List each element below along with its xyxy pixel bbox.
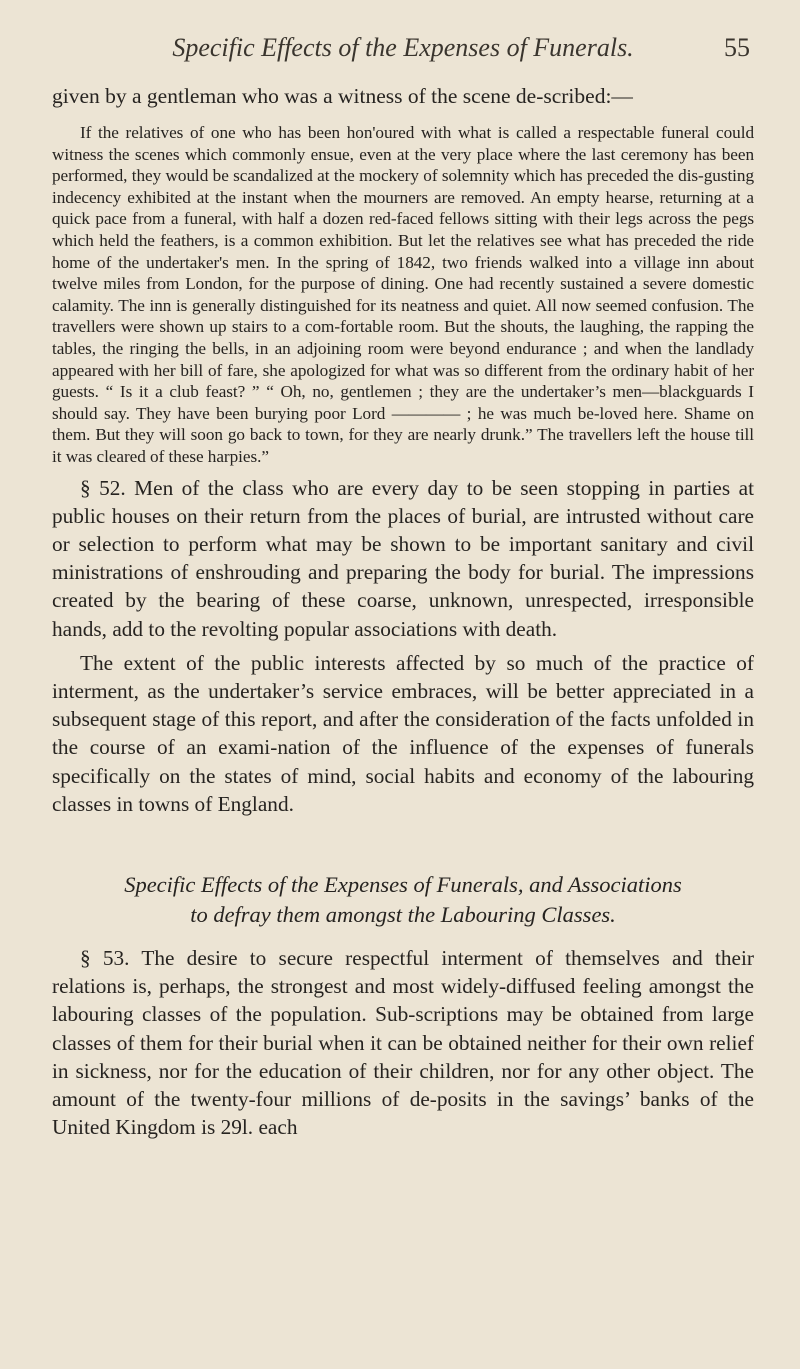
paragraph-53: § 53. The desire to secure respectful interment of themselves and their relations is, perhaps, the strongest and most widely-diffused feeling amongst the labouring classes of the population. Sub-scriptions may be obtained from large classes of them for their burial when it can be obtained neither for their own relief in sickness, nor for the education of their children, nor for any other object. The amount of the twenty-four millions of de-posits in the savings’ banks of the United Kingdom is 29l. each: [52, 945, 754, 1140]
section-heading-line-2: to defray them amongst the Labouring Classes.: [190, 901, 616, 927]
page-number: 55: [724, 33, 750, 62]
section-heading: [52, 870, 754, 930]
paragraph-extent: The extent of the public interests affected by so much of the practice of interment, as the undertaker’s service embraces, will be better appreciated in a subsequent stage of this report, and after the consideration of the facts unfolded in the course of an exami-nation of the influence of the expenses of funerals specifically on the states of mind, social habits and economy of the labouring classes in towns of England.: [52, 650, 754, 816]
section-heading-line-1: Specific Effects of the Expenses of Funerals, and Associations: [124, 871, 682, 897]
quoted-testimony: If the relatives of one who has been hon'oured with what is called a respectable funeral could witness the scenes which commonly ensue, even at the very place where the last ceremony has been performed, they would be scandalized at the mockery of solemnity which has preceded the dis-gusting indecency exhibited at the instant when the mourners are removed. An empty hearse, returning at a quick pace from a funeral, with half a dozen red-faced fellows sitting with their legs across the pegs which held the feathers, is a common exhibition. But let the relatives see what has preceded the ride home of the undertaker's men. In the spring of 1842, two friends walked into a village inn about twelve miles from London, for the purpose of dining. One had recently sustained a severe domestic calamity. The inn is generally distinguished for its neatness and quiet. All now seemed confusion. The travellers were shown up stairs to a com-fortable room. But the shouts, the laughing, the rapping the tables, the ringing the bells, in an adjoining room were beyond endurance ; and when the landlady appeared with her bill of fare, she apologized for what was so different from the ordinary habit of her guests. “ Is it a club feast? ” “ Oh, no, gentlemen ; they are the undertaker’s men—blackguards I should say. They have been burying poor Lord ———— ; he was much be-loved here. Shame on them. But they will soon go back to town, for they are nearly drunk.” The travellers left the house till it was cleared of these harpies.”: [52, 123, 754, 466]
running-head: [52, 28, 754, 68]
running-title: Specific Effects of the Expenses of Funerals.: [172, 33, 634, 62]
paragraph-52: § 52. Men of the class who are every day to be seen stopping in parties at public houses on their return from the places of burial, are intrusted without care or selection to perform what may be shown to be important sanitary and civil ministrations of enshrouding and preparing the body for burial. The impressions created by the bearing of these coarse, unknown, unrespected, irresponsible hands, add to the revolting popular associations with death.: [52, 475, 754, 641]
lead-in-paragraph: given by a gentleman who was a witness of the scene de-scribed:—: [52, 84, 633, 108]
